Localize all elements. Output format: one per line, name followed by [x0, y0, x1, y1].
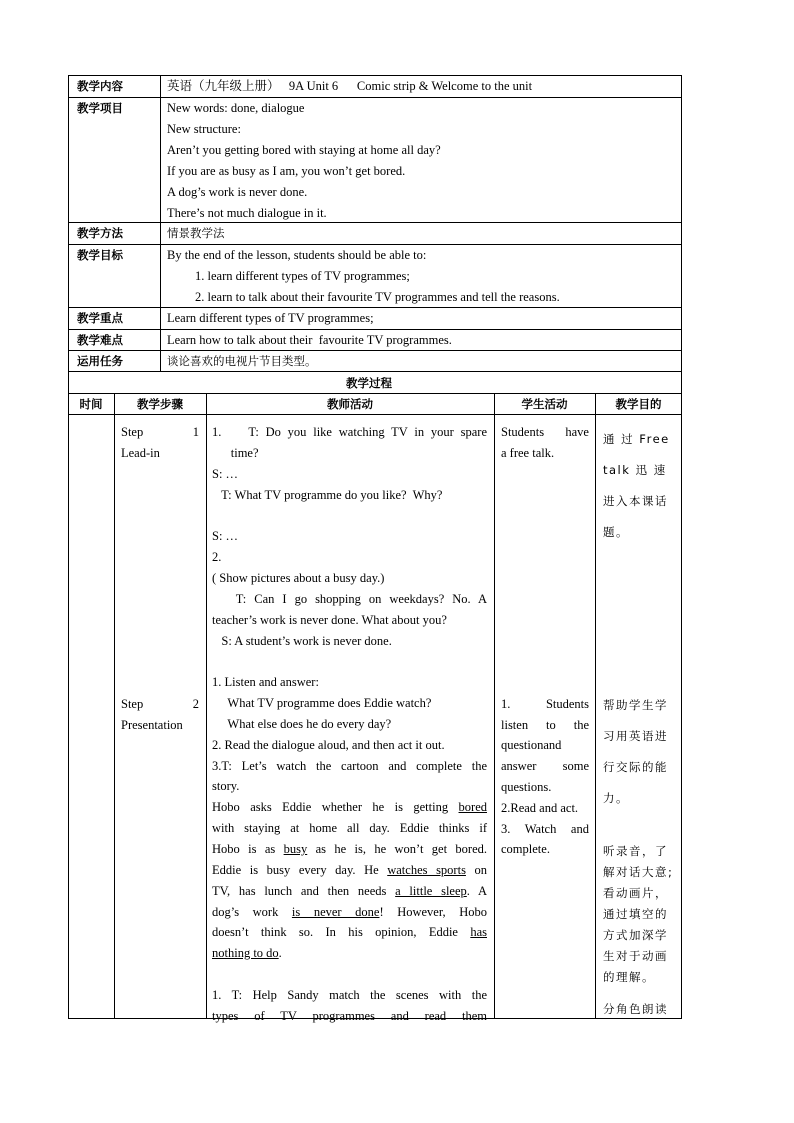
text-segment: T: Can I go shopping on weekdays? No. A — [212, 591, 487, 606]
row-content-line: By the end of the lesson, students should be able to: — [167, 248, 427, 262]
row-content-line: If you are as busy as I am, you won’t get bored. — [167, 163, 406, 178]
teaching-purpose-line: 方式加深学 — [603, 928, 668, 942]
teacher-activity-line — [212, 612, 487, 628]
row-content-line: 1. learn different types of TV programmes; — [195, 268, 410, 283]
teacher-activity-line — [212, 695, 487, 711]
text-segment: dog’s work — [212, 904, 292, 919]
row-content-line: 英语（九年级上册） 9A Unit 6 Comic strip & Welcome to the unit — [167, 79, 533, 93]
column-divider — [160, 75, 161, 371]
column-header: 教学步骤 — [137, 397, 183, 411]
row-label: 运用任务 — [77, 354, 123, 368]
student-activity-line: a free talk. — [501, 446, 555, 460]
underlined-answer: busy — [283, 842, 308, 856]
teacher-activity-line — [212, 549, 487, 565]
student-activity-line: 2.Read and act. — [501, 801, 579, 815]
teaching-purpose-line: 的理解。 — [603, 970, 655, 984]
teaching-purpose-line: 分角色朗读 — [603, 1002, 668, 1016]
row-content-line: 谈论喜欢的电视片节目类型。 — [167, 354, 317, 368]
row-label: 教学重点 — [77, 311, 123, 325]
text-segment: doesn’t think so. In his opinion, Eddie — [212, 925, 471, 940]
row-content-line: New structure: — [167, 121, 241, 136]
teacher-activity-line — [212, 778, 487, 794]
teacher-activity-line — [212, 445, 487, 461]
step-label: Step 2 — [121, 697, 199, 711]
row-divider — [68, 414, 682, 415]
underlined-answer: is never done — [291, 904, 380, 919]
teacher-activity-line — [212, 758, 487, 774]
text-segment: S: … — [212, 529, 239, 544]
teacher-activity-line — [212, 424, 487, 440]
row-content-line: There’s not much dialogue in it. — [167, 205, 327, 220]
text-segment: S: … — [212, 466, 239, 481]
teaching-purpose-line: 帮助学生学 — [603, 698, 668, 712]
row-label: 教学目标 — [77, 248, 123, 262]
row-content-line: A dog’s work is never done. — [167, 184, 308, 199]
row-label: 教学难点 — [77, 333, 123, 347]
student-activity-line: complete. — [501, 842, 550, 856]
teacher-activity-line — [212, 591, 487, 607]
step-label: Lead-in — [121, 446, 160, 460]
text-segment: What TV programme does Eddie watch? — [212, 696, 432, 711]
row-content-line: Aren’t you getting bored with staying at home all day? — [167, 142, 441, 157]
text-segment: Eddie is busy every day. He — [212, 862, 388, 877]
teacher-activity-line — [212, 528, 487, 544]
text-segment: ! However, Hobo — [379, 904, 487, 919]
underlined-answer: nothing to do — [212, 946, 279, 961]
row-content-line: 情景教学法 — [167, 226, 225, 240]
text-segment: Hobo is as — [212, 842, 284, 856]
text-segment: story. — [212, 779, 240, 794]
teacher-activity-line — [212, 820, 487, 836]
row-content-line: Learn how to talk about their favourite TV programmes. — [167, 333, 452, 347]
step-label: Step 1 — [121, 425, 199, 439]
teacher-activity-line — [212, 862, 487, 878]
column-header: 教师活动 — [327, 397, 373, 411]
teacher-activity-line — [212, 716, 487, 732]
column-divider — [206, 393, 207, 1019]
teacher-activity-line — [212, 987, 487, 1003]
teacher-activity-line — [212, 841, 487, 857]
teaching-purpose-line: 通 过 Free — [603, 432, 670, 446]
text-segment: types of TV programmes and read them — [212, 1008, 487, 1023]
teacher-activity-line — [212, 570, 487, 586]
row-divider — [68, 371, 682, 372]
process-title: 教学过程 — [346, 376, 392, 390]
teaching-purpose-line: 解对话大意; — [603, 865, 674, 879]
teaching-purpose-line: 通过填空的 — [603, 907, 668, 921]
underlined-answer: has — [470, 925, 487, 940]
text-segment: teacher’s work is never done. What about you? — [212, 612, 447, 627]
row-label: 教学项目 — [77, 101, 123, 115]
text-segment: Hobo asks Eddie whether he is getting — [212, 800, 459, 815]
column-divider — [595, 393, 596, 1019]
teaching-purpose-line: 题。 — [603, 525, 629, 539]
column-header: 学生活动 — [521, 397, 568, 411]
row-divider — [68, 393, 682, 394]
column-divider — [494, 393, 495, 1019]
underlined-answer: bored — [458, 800, 487, 815]
text-segment: 1. T: Help Sandy match the scenes with the — [212, 987, 487, 1002]
student-activity-line: 3. Watch and — [501, 822, 589, 836]
text-segment: 2. Read the dialogue aloud, and then act it out. — [212, 737, 445, 752]
teacher-activity-line — [212, 945, 487, 961]
text-segment: as he is, he won’t get bored. — [307, 842, 488, 856]
teaching-purpose-line: 力。 — [603, 791, 629, 805]
row-content-line: 2. learn to talk about their favourite TV programmes and tell the reasons. — [195, 289, 560, 304]
text-segment: 3.T: Let’s watch the cartoon and complete the — [212, 758, 487, 773]
teaching-purpose-line: 习用英语进 — [603, 729, 668, 743]
teaching-purpose-line: talk 迅 速 — [603, 463, 667, 477]
teacher-activity-line — [212, 674, 487, 690]
text-segment: ( Show pictures about a busy day.) — [212, 570, 385, 585]
teaching-purpose-line: 听录音，了 — [603, 844, 668, 858]
teacher-activity-line — [212, 1008, 487, 1024]
teacher-activity-line — [212, 799, 487, 815]
student-activity-line: Students have — [501, 425, 589, 439]
row-content-line: Learn different types of TV programmes; — [167, 311, 374, 325]
teacher-activity-line — [212, 737, 487, 753]
column-divider — [114, 393, 115, 1019]
text-segment: . — [278, 946, 282, 961]
text-segment: 2. — [212, 550, 222, 565]
student-activity-line: listen to the — [501, 718, 589, 732]
teaching-purpose-line: 行交际的能 — [603, 760, 668, 774]
underlined-answer: watches sports — [387, 862, 466, 877]
text-segment: 1. Listen and answer: — [212, 675, 319, 690]
teacher-activity-line — [212, 487, 487, 503]
text-segment: on — [465, 862, 488, 877]
text-segment: What else does he do every day? — [212, 716, 392, 731]
teacher-activity-line — [212, 466, 487, 482]
column-header: 教学目的 — [615, 397, 662, 411]
text-segment: . A — [466, 883, 488, 898]
text-segment: S: A student’s work is never done. — [212, 633, 392, 648]
column-header: 时间 — [79, 397, 103, 411]
student-activity-line: answer some — [501, 759, 589, 773]
teaching-purpose-line: 生对于动画 — [603, 949, 668, 963]
student-activity-line: 1. Students — [501, 697, 589, 711]
text-segment: with staying at home all day. Eddie thinks if — [212, 821, 487, 836]
teaching-purpose-line: 进入本课话 — [603, 494, 668, 508]
teacher-activity-line — [212, 924, 487, 940]
text-segment: time? — [212, 445, 259, 460]
teacher-activity-line — [212, 633, 487, 649]
student-activity-line: questionand — [501, 738, 562, 752]
teaching-purpose-line: 看动画片， — [603, 886, 668, 900]
student-activity-line: questions. — [501, 780, 552, 794]
teacher-activity-line — [212, 883, 487, 899]
row-label: 教学内容 — [77, 79, 123, 93]
text-segment: TV, has lunch and then needs — [212, 883, 396, 898]
teacher-activity-line — [212, 904, 487, 920]
row-label: 教学方法 — [77, 226, 123, 240]
underlined-answer: a little sleep — [395, 883, 467, 898]
step-label: Presentation — [121, 718, 183, 732]
text-segment: T: What TV programme do you like? Why? — [212, 487, 443, 502]
text-segment: 1. T: Do you like watching TV in your spare — [212, 425, 487, 439]
row-content-line: New words: done, dialogue — [167, 101, 305, 115]
